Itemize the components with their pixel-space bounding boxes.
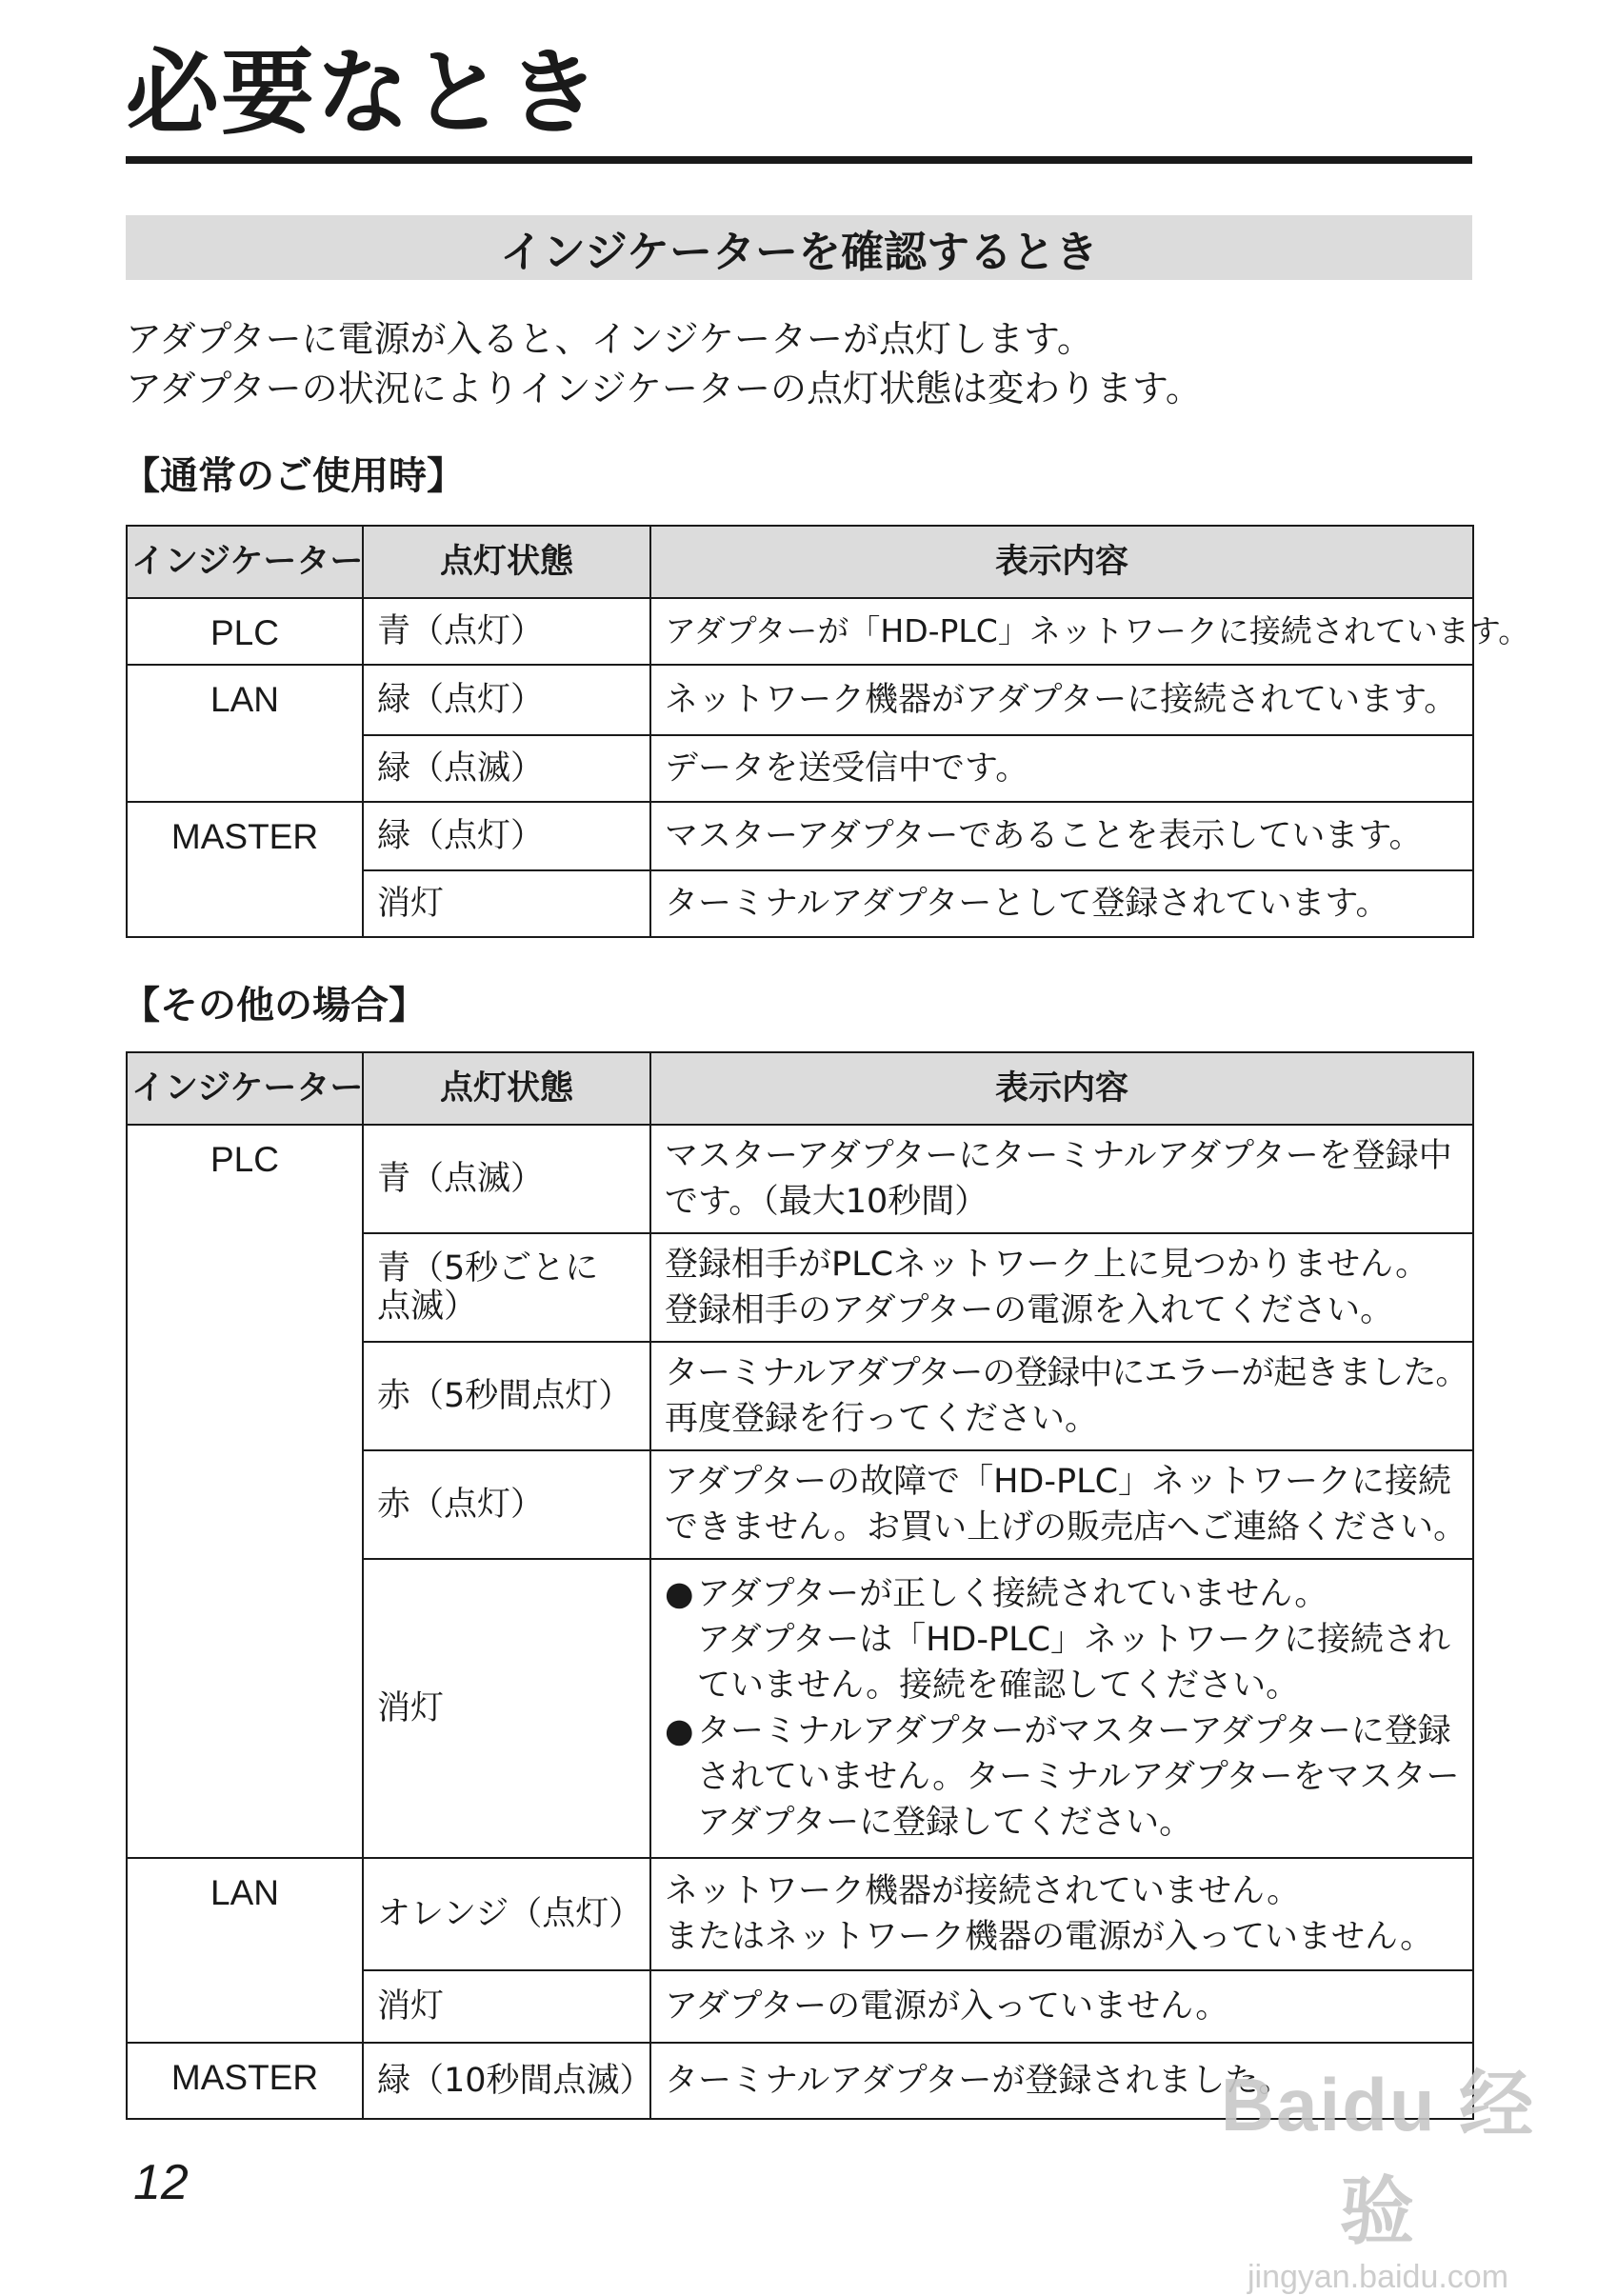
indicator-cell: LAN: [127, 1858, 363, 2043]
intro-line: アダプターに電源が入ると、インジケーターが点灯します。: [126, 318, 1093, 360]
state-cell: 緑（点滅）: [363, 735, 650, 802]
state-cell: 青（5秒ごとに 点滅）: [363, 1233, 650, 1342]
bullet-icon: ●: [665, 1712, 694, 1750]
content-cell: ネットワーク機器がアダプターに接続されています。: [650, 665, 1473, 735]
state-cell: 赤（点灯）: [363, 1450, 650, 1559]
content-cell: [650, 1559, 1473, 1858]
header-state: 点灯状態: [363, 526, 650, 598]
table-row: [127, 1858, 1473, 1970]
content-cell: アダプターの故障で「HD-PLC」ネットワークに接続 できません。お買い上げの販売店へご連絡ください。: [650, 1450, 1473, 1559]
other-cases-heading: 【その他の場合】: [122, 984, 427, 1028]
title-rule: [126, 156, 1472, 164]
state-cell: 緑（点灯）: [363, 665, 650, 735]
table-header-row: [127, 526, 1473, 598]
intro-text: [126, 314, 1202, 413]
content-cell: データを送受信中です。: [650, 735, 1473, 802]
watermark-brand: Baidu 经验: [1220, 2063, 1536, 2253]
indicator-cell: MASTER: [127, 802, 363, 937]
indicator-cell: PLC: [127, 1125, 363, 1858]
watermark: [1197, 2046, 1559, 2296]
state-cell: 消灯: [363, 1970, 650, 2043]
state-cell: 青（点滅）: [363, 1125, 650, 1233]
indicator-cell: LAN: [127, 665, 363, 802]
header-content: 表示内容: [650, 526, 1473, 598]
content-cell: アダプターの電源が入っていません。: [650, 1970, 1473, 2043]
content-cell: アダプターが「HD-PLC」ネットワークに接続されています。: [650, 598, 1473, 665]
table-row: [127, 665, 1473, 735]
state-cell: 赤（5秒間点灯）: [363, 1342, 650, 1450]
state-cell: 消灯: [363, 870, 650, 937]
content-cell: ターミナルアダプターとして登録されています。: [650, 870, 1473, 937]
table-row: [127, 1125, 1473, 1233]
content-cell: 登録相手がPLCネットワーク上に見つかりません。 登録相手のアダプターの電源を入れてください。: [650, 1233, 1473, 1342]
intro-line: アダプターの状況によりインジケーターの点灯状態は変わります。: [126, 368, 1202, 409]
content-cell: ターミナルアダプターの登録中にエラーが起きました。 再度登録を行ってください。: [650, 1342, 1473, 1450]
normal-use-heading: 【通常のご使用時】: [122, 454, 465, 498]
bullet-item: ● アダプターが正しく接続されていません。 アダプターは「HD-PLC」ネットワークに接続され ていません。接続を確認してください。: [665, 1571, 1459, 1708]
watermark-url: jingyan.baidu.com: [1247, 2259, 1509, 2295]
table-row: [127, 802, 1473, 870]
content-cell: ネットワーク機器が接続されていません。 またはネットワーク機器の電源が入っていません。: [650, 1858, 1473, 1970]
content-cell: マスターアダプターであることを表示しています。: [650, 802, 1473, 870]
header-indicator: インジケーター: [127, 1052, 363, 1125]
header-indicator: インジケーター: [127, 526, 363, 598]
normal-use-table: [126, 525, 1530, 938]
table-row: [127, 598, 1473, 665]
section-heading: インジケーターを確認するとき: [126, 215, 1472, 280]
header-state: 点灯状態: [363, 1052, 650, 1125]
content-cell: ターミナルアダプターが登録されました。: [650, 2043, 1473, 2119]
bullet-item: ● ターミナルアダプターがマスターアダプターに登録 されていません。ターミナルアダプターをマスター アダプターに登録してください。: [665, 1708, 1459, 1846]
other-cases-table: [126, 1051, 1474, 2120]
header-content: 表示内容: [650, 1052, 1473, 1125]
state-cell: 消灯: [363, 1559, 650, 1858]
state-cell: 青（点灯）: [363, 598, 650, 665]
indicator-cell: PLC: [127, 598, 363, 665]
bullet-icon: ●: [665, 1575, 694, 1613]
page-title: 必要なとき: [126, 39, 603, 148]
state-cell: 緑（点灯）: [363, 802, 650, 870]
state-cell: オレンジ（点灯）: [363, 1858, 650, 1970]
content-cell: マスターアダプターにターミナルアダプターを登録中 です。（最大10秒間）: [650, 1125, 1473, 1233]
indicator-cell: MASTER: [127, 2043, 363, 2119]
table-header-row: [127, 1052, 1473, 1125]
page-number: 12: [133, 2155, 189, 2210]
state-cell: 緑（10秒間点滅）: [363, 2043, 650, 2119]
